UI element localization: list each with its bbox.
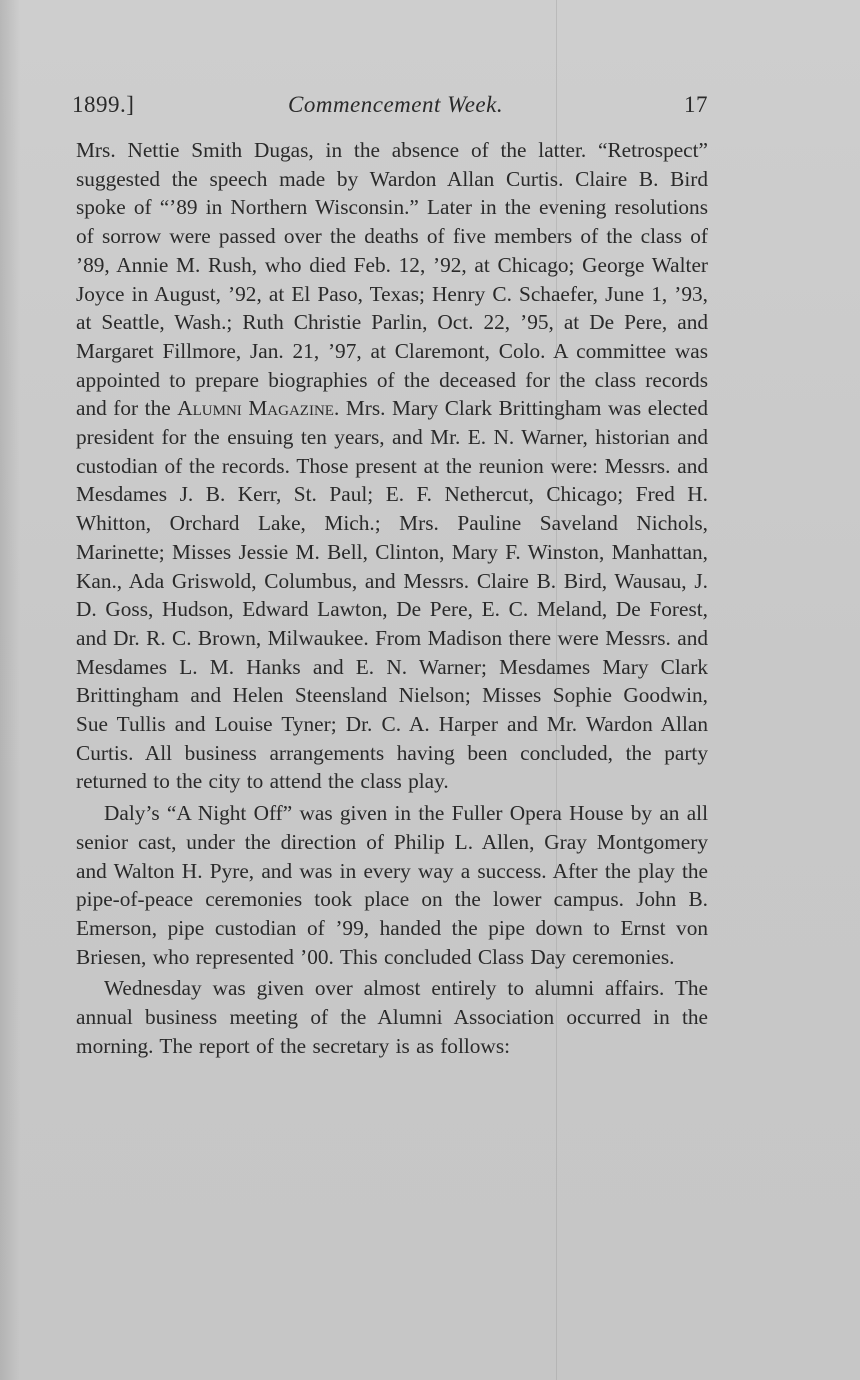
paragraph-text: . Mrs. Mary Clark Brittingham was elected president for the ensuing ten years, and Mr. E. N. Warner, historian and custodian of the records. Those present at the reunion were: Messrs. and Mesdames J. B. Kerr, St. Paul; E. F. Nethercut, Chicago; Fred H. Whitton, Orchard Lake, Mich.; Mrs. Pauline Saveland Nichols, Marinette; Misses Jessie M. Bell, Clinton, Mary F. Winston, Manhattan, Kan., Ada Griswold, Columbus, and Messrs. Claire B. Bird, Wausau, J. D. Goss, Hudson, Edward Lawton, De Pere, E. C. Meland, De Forest, and Dr. R. C. Brown, Milwaukee. From Madison there were Messrs. and Mesdames L. M. Hanks and E. N. Warner; Mesdames Mary Clark Brittingham and Helen Steensland Nielson; Misses Sophie Goodwin, Sue Tullis and Louise Tyner; Dr. C. A. Harper and Mr. Wardon Allan Curtis. All business arrangements having been concluded, the party returned to the city to attend the class play. [76,396,709,794]
paragraph-class-reunion [76,136,708,796]
paragraph-class-play: Daly’s “A Night Off” was given in the Fuller Opera House by an all senior cast, under the direction of Philip L. Allen, Gray Montgomery and Walton H. Pyre, and was in every way a success. After the play the pipe-of-peace ceremonies took place on the lower campus. John B. Emerson, pipe custodian of ’99, handed the pipe down to Ernst von Briesen, who represented ’00. This concluded Class Day ceremonies. [76,801,708,969]
page-number: 17 [684,92,708,117]
page-edge-shadow [0,0,20,1380]
running-header [72,92,708,124]
paragraph-alumni-affairs: Wednesday was given over almost entirely to alumni affairs. The annual business meeting of the Alumni Association occurred in the morning. The report of the secretary is as follows: [76,976,708,1058]
magazine-title: Alumni Magazine [177,396,334,421]
header-title: Commencement Week. [288,92,504,117]
page-body [76,136,708,1061]
header-year: 1899.] [72,92,135,117]
paragraph-text: Mrs. Nettie Smith Dugas, in the absence of the latter. “Retrospect” suggested the speech made by Wardon Allan Curtis. Claire B. Bird spoke of “’89 in Northern Wisconsin.” Later in the evening resolutions of sorrow were passed over the deaths of five members of the class of ’89, Annie M. Rush, who died Feb. 12, ’92, at Chicago; George Walter Joyce in August, ’92, at El Paso, Texas; Henry C. Schaefer, June 1, ’93, at Seattle, Wash.; Ruth Christie Parlin, Oct. 22, ’95, at De Pere, and Margaret Fillmore, Jan. 21, ’97, at Claremont, Colo. A committee was appointed to prepare biographies of the deceased for the class records and for the [76,138,708,421]
